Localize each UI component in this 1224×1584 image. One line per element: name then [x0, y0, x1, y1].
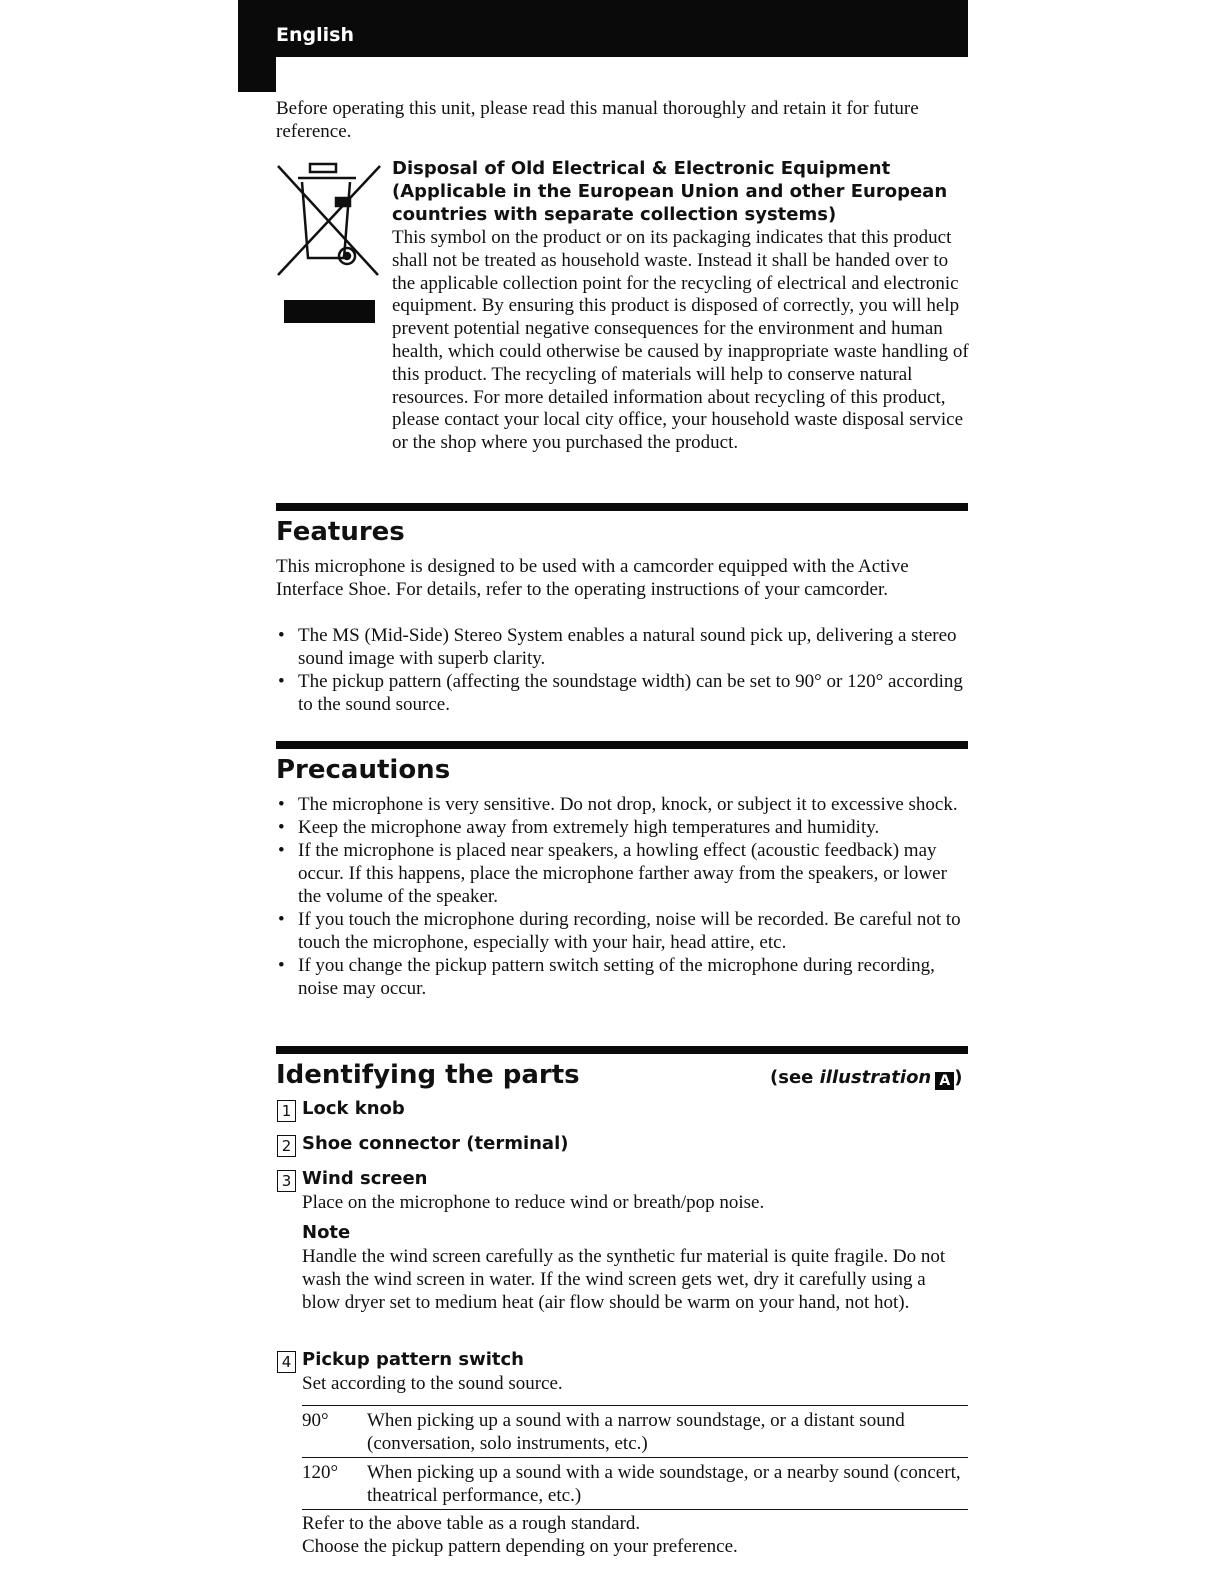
part-title: Lock knob — [302, 1098, 405, 1119]
part-pickup-switch — [277, 1349, 524, 1373]
list-item: • The MS (Mid-Side) Stereo System enables a natural sound pick up, delivering a stereo sound image with superb clarity. — [276, 624, 968, 670]
intro-paragraph: Before operating this unit, please read this manual thoroughly and retain it for future reference. — [276, 98, 919, 142]
disposal-title: Disposal of Old Electrical & Electronic Equipment (Applicable in the European Union and other European countries with separate collection systems) — [392, 158, 948, 225]
list-item: • If you change the pickup pattern switch setting of the microphone during recording, noise may occur. — [276, 954, 968, 1000]
pattern-description: When picking up a sound with a narrow soundstage, or a distant sound (conversation, solo instruments, etc.) — [367, 1410, 905, 1454]
list-item: • Keep the microphone away from extremely high temperatures and humidity. — [276, 816, 968, 839]
part-number-box: 3 — [277, 1170, 296, 1192]
list-item: • If you touch the microphone during recording, noise will be recorded. Be careful not to touch the microphone, especially with your hair, head attire, etc. — [276, 908, 968, 954]
part-shoe-connector — [277, 1133, 568, 1157]
section-rule — [276, 503, 968, 511]
wind-screen-description: Place on the microphone to reduce wind or breath/pop noise. — [302, 1192, 765, 1213]
parts-heading: Identifying the parts — [276, 1060, 580, 1090]
disposal-body: This symbol on the product or on its packaging indicates that this product shall not be treated as household waste. Instead it shall be handed over to the applicable collection point for the recycling of electrical and electronic equipment. By ensuring this product is disposed of correctly, you will help prevent potential negative consequences for the environment and human health, which could otherwise be caused by inappropriate waste handling of this product. The recycling of materials will help to conserve natural resources. For more detailed information about recycling of this product, please contact your local city office, your household waste disposal service or the shop where you purchased the product. — [392, 227, 969, 454]
precautions-heading: Precautions — [276, 755, 451, 785]
part-title: Shoe connector (terminal) — [302, 1133, 569, 1154]
part-number-box: 1 — [277, 1100, 296, 1122]
features-list — [276, 624, 968, 716]
disposal-section — [392, 157, 972, 455]
features-intro: This microphone is designed to be used with a camcorder equipped with the Active Interface Shoe. For details, refer to the operating instructions of your camcorder. — [276, 556, 909, 600]
crossed-out-wheeled-bin-icon — [272, 160, 384, 280]
list-item: • If the microphone is placed near speakers, a howling effect (acoustic feedback) may occur. If this happens, place the microphone farther away from the speakers, or lower the volume of the speaker. — [276, 839, 968, 908]
see-prefix: (see — [770, 1067, 820, 1088]
part-number-box: 2 — [277, 1135, 296, 1157]
part-title: Pickup pattern switch — [302, 1349, 524, 1370]
part-title: Wind screen — [302, 1168, 428, 1189]
pattern-degree: 90° — [302, 1410, 329, 1431]
see-word: illustration — [819, 1067, 932, 1088]
table-row — [302, 1406, 968, 1458]
language-label: English — [276, 24, 354, 46]
table-footer-line: Choose the pickup pattern depending on your preference. — [302, 1536, 738, 1557]
see-suffix: ) — [954, 1067, 963, 1088]
table-row — [302, 1458, 968, 1510]
see-illustration-ref — [770, 1067, 962, 1090]
features-heading: Features — [276, 517, 405, 547]
precautions-list — [276, 793, 968, 1000]
pickup-switch-description: Set according to the sound source. — [302, 1373, 563, 1394]
pattern-degree: 120° — [302, 1462, 339, 1483]
pickup-pattern-table — [302, 1405, 968, 1510]
language-header-tab — [238, 57, 276, 92]
pattern-description: When picking up a sound with a wide soundstage, or a nearby sound (concert, theatrical performance, etc.) — [367, 1462, 961, 1506]
weee-black-bar — [284, 300, 375, 323]
section-rule — [276, 1046, 968, 1054]
list-item: • The pickup pattern (affecting the soundstage width) can be set to 90° or 120° according to the sound source. — [276, 670, 968, 716]
section-rule — [276, 741, 968, 749]
note-label: Note — [302, 1222, 351, 1243]
list-item: • The microphone is very sensitive. Do not drop, knock, or subject it to excessive shock. — [276, 793, 968, 816]
illustration-a-badge: A — [935, 1072, 954, 1090]
note-text: Handle the wind screen carefully as the synthetic fur material is quite fragile. Do not wash the wind screen in water. If the wind screen gets wet, dry it carefully using a blow dryer set to medium heat (air flow should be warm on your hand, not hot). — [302, 1246, 946, 1313]
part-number-box: 4 — [277, 1351, 296, 1373]
part-lock-knob — [277, 1098, 405, 1122]
table-footer-line: Refer to the above table as a rough standard. — [302, 1513, 641, 1534]
part-wind-screen — [277, 1168, 427, 1192]
